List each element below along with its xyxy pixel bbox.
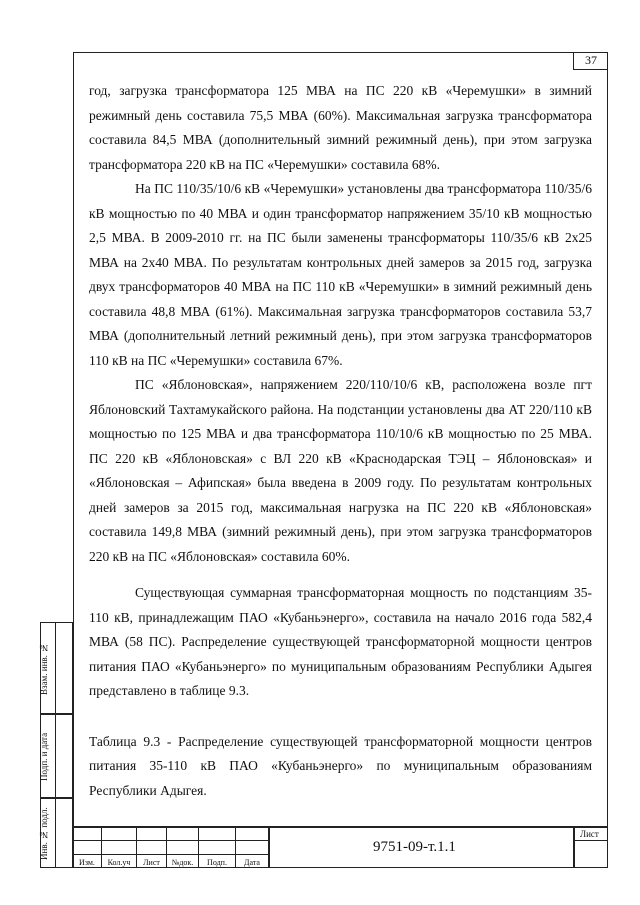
sheet-label: Лист [580,829,599,839]
paragraph-1: год, загрузка трансформатора 125 МВА на ПС 220 кВ «Черемушки» в зимний режимный день составила 75,5 МВА (60%). Максимальная загрузка трансформатора составила 84,5 МВА (дополнительный зимний режимный день), при этом загрузка трансформатора 220 кВ на ПС «Черемушки» составила 68%. [89,83,592,172]
tb-col-kolich: Кол.уч [107,858,131,867]
side-label-inv: Инв. № подл. [39,807,49,861]
paragraph-2: На ПС 110/35/10/6 кВ «Черемушки» установлены два трансформатора 110/35/6 кВ мощностью по 40 МВА и один трансформатор напряжением 35/10 кВ мощностью 2,5 МВА. В 2009-2010 гг. на ПС были заменены трансформаторы 110/35/6 кВ 2х25 МВА на 2х40 МВА. По результатам контрольных дней замеров за 2015 год, загрузка двух трансформаторов 40 МВА на ПС 110 кВ «Черемушки» в зимний режимный день составила 48,8 МВА (61%). Максимальная загрузка трансформаторов составила 53,7 МВА (дополнительный летний режимный день), при этом загрузка трансформаторов 110 кВ на ПС «Черемушки» составила 67%. [89,181,592,368]
tb-col-list: Лист [143,858,160,867]
tb-col-podp: Подп. [207,858,227,867]
paragraph-4: Существующая суммарная трансформаторная мощность по подстанциям 35-110 кВ, принадлежащим ПАО «Кубаньэнерго», составила на начало 2016 года 582,4 МВА (58 ПС). Распределение существующей трансформаторной мощности центров питания ПАО «Кубаньэнерго» по муниципальным образованиям Республики Адыгея представлено в таблице 9.3. [89,585,592,698]
tb-col-data: Дата [244,858,260,867]
document-code: 9751-09-т.1.1 [373,839,456,855]
side-label-podp: Подп. и дата [39,732,49,782]
document-body [89,79,592,803]
paragraph-3: ПС «Яблоновская», напряжением 220/110/10/6 кВ, расположена возле пгт Яблоновский Тахтамукайского района. На подстанции установлены два АТ 220/110 кВ мощностью по 125 МВА и два трансформатора 110/10/6 кВ мощностью по 25 МВА. ПС 220 кВ «Яблоновская» с ВЛ 220 кВ «Краснодарская ТЭЦ – Яблоновская» и «Яблоновская – Афипская» была введена в 2009 году. По результатам контрольных дней замеров за 2015 год, максимальная нагрузка на ПС 220 кВ «Яблоновская» составила 149,8 МВА (зимний режимный день), при этом загрузка трансформаторов 220 кВ на ПС «Яблоновская» составила 60%. [89,377,592,564]
table-caption: Таблица 9.3 - Распределение существующей трансформаторной мощности центров питания 35-110 кВ ПАО «Кубаньэнерго» по муниципальным образованиям Республики Адыгея. [89,733,592,798]
tb-col-izm: Изм. [79,858,95,867]
title-block [73,826,608,868]
page-number: 37 [573,52,608,70]
side-label-vzam: Взам. инв. № [39,642,49,696]
tb-col-ndok: №док. [171,858,194,867]
side-stamp-vzam [40,622,73,714]
side-stamp-inv [40,798,73,868]
side-stamp-podp [40,714,73,798]
